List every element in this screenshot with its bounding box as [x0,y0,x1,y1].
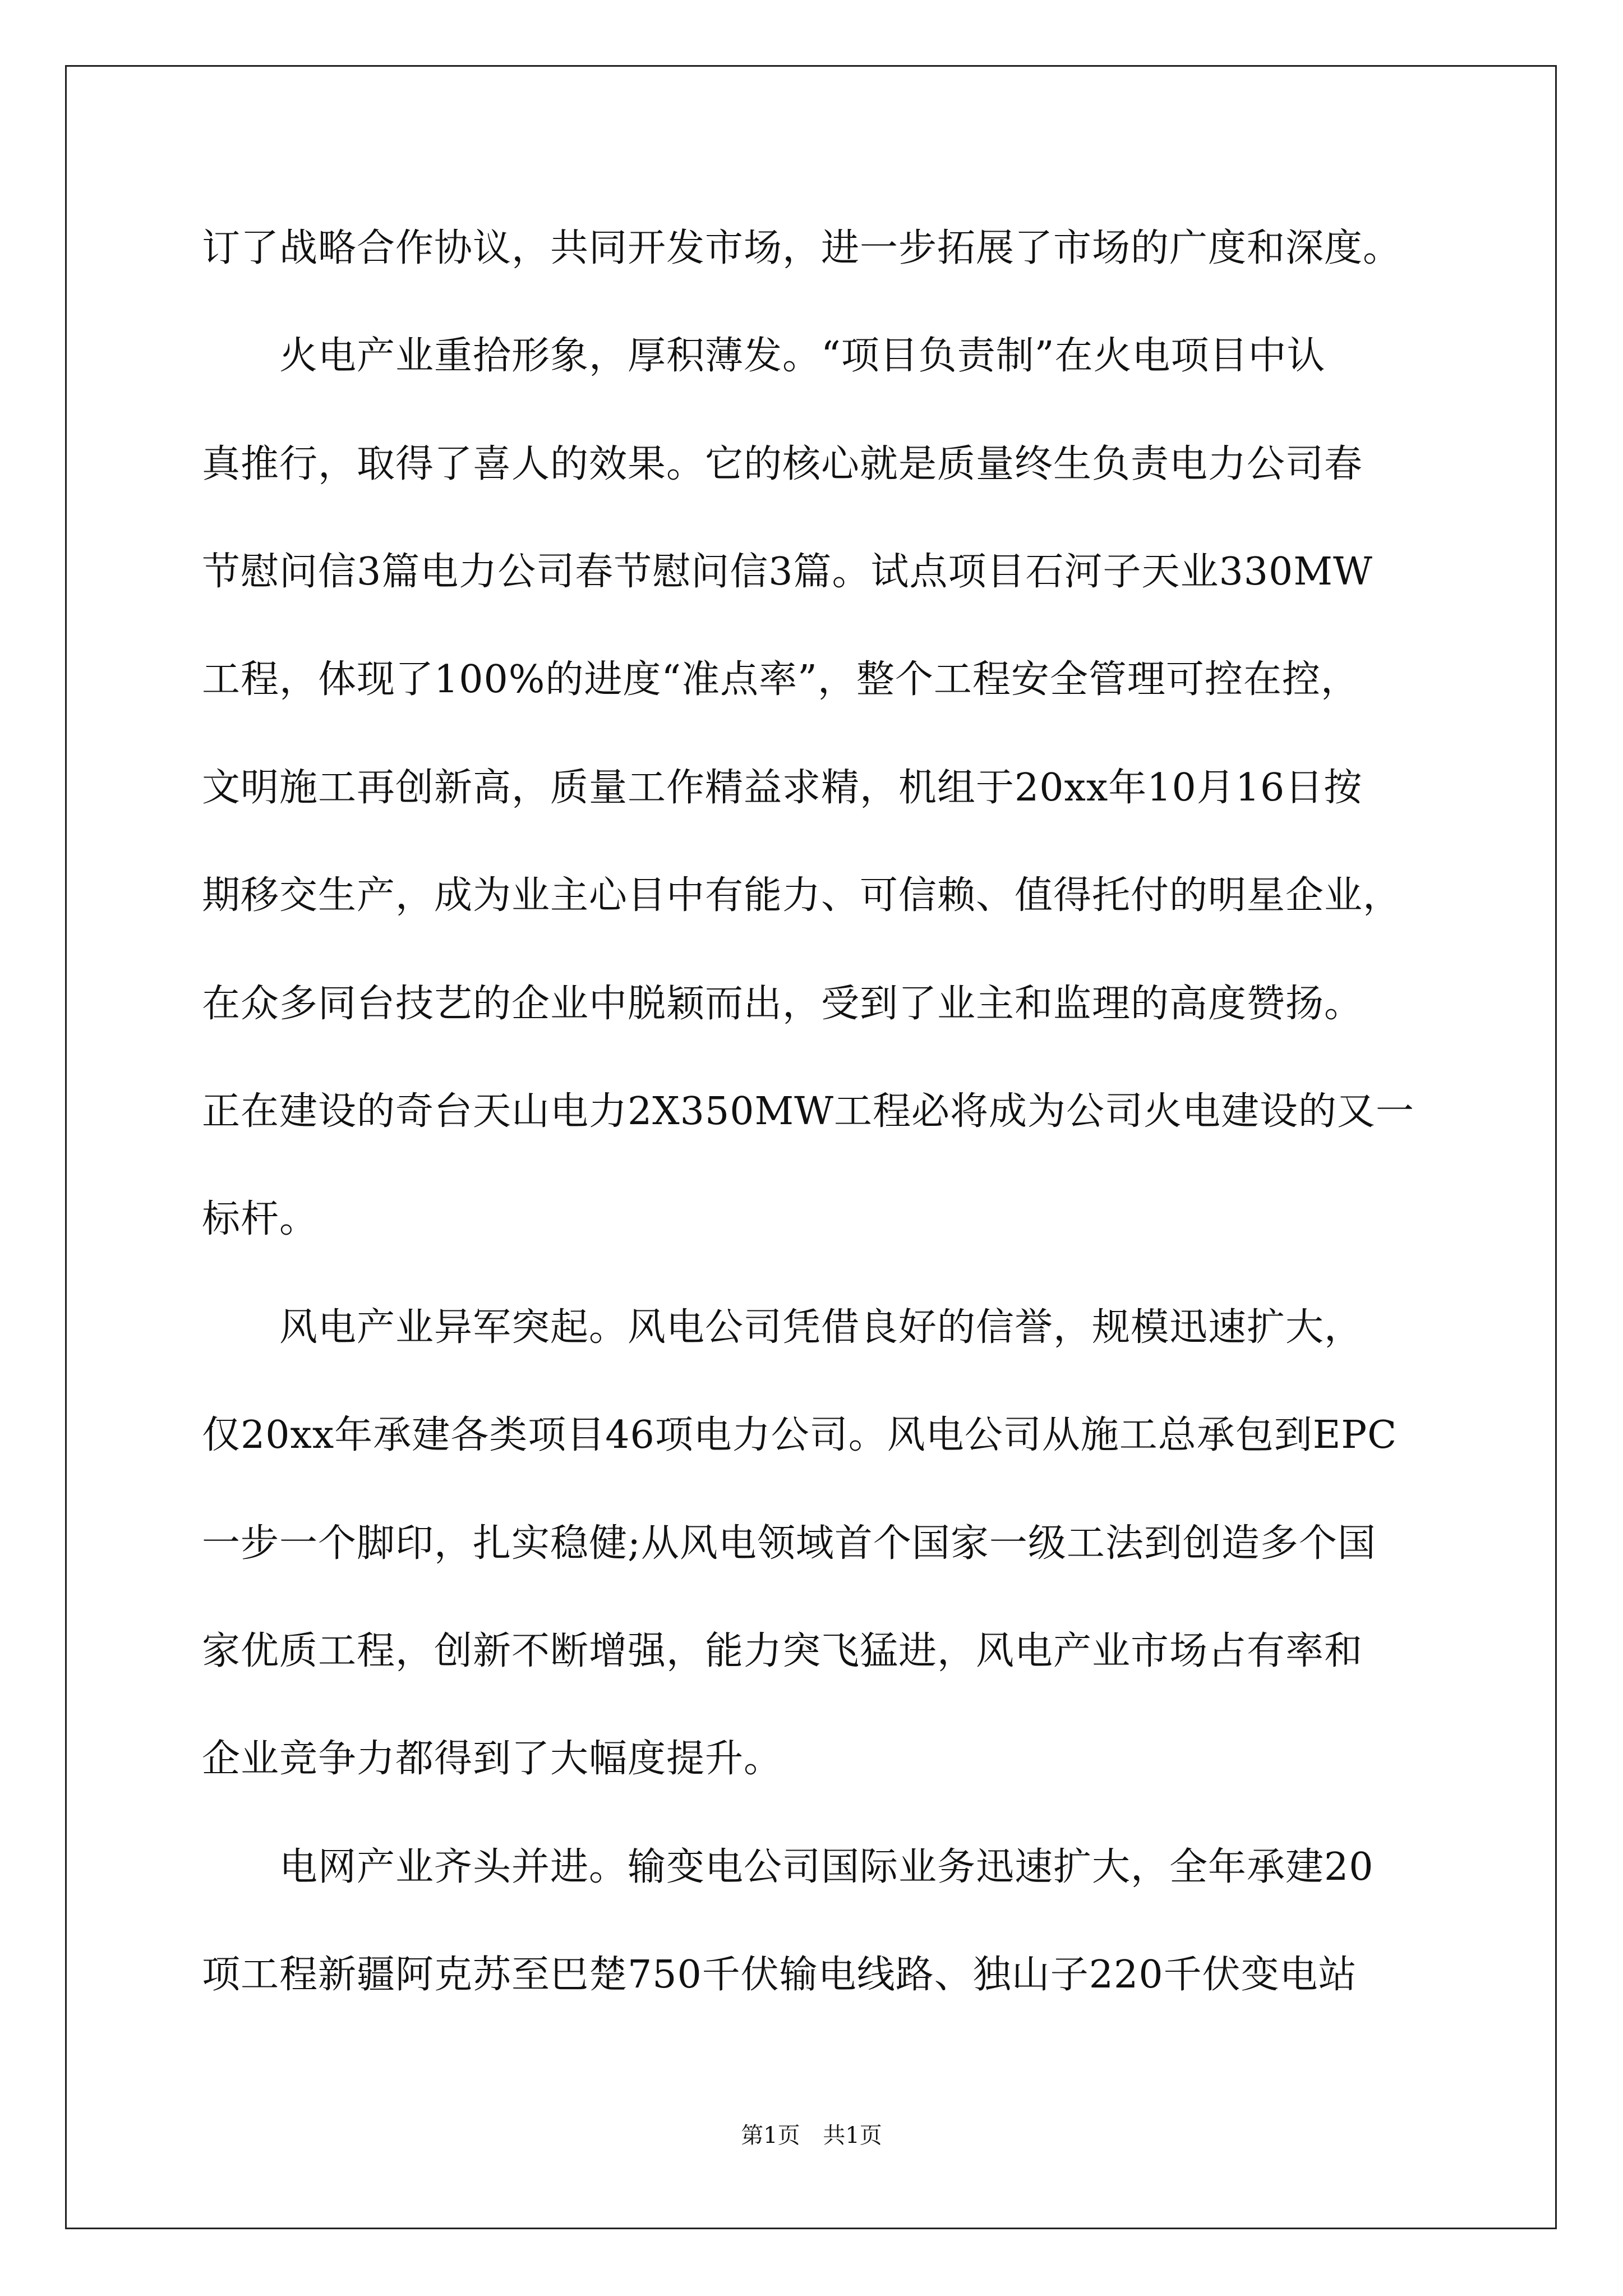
text-line: 仅20xx年承建各类项目46项电力公司。风电公司从施工总承包到EPC [202,1413,1398,1457]
text-line: 火电产业重拾形象，厚积薄发。“项目负责制”在火电项目中认 [202,334,1326,378]
page-frame [65,65,1557,2229]
text-line: 项工程新疆阿克苏至巴楚750千伏输电线路、独山子220千伏变电站 [202,1953,1357,1997]
text-line: 电网产业齐头并进。输变电公司国际业务迅速扩大，全年承建20 [202,1845,1374,1889]
text-line: 一步一个脚印，扎实稳健;从风电领域首个国家一级工法到创造多个国 [202,1521,1376,1566]
text-line: 家优质工程，创新不断增强，能力突飞猛进，风电产业市场占有率和 [202,1629,1363,1673]
text-line: 工程，体现了100%的进度“准点率”，整个工程安全管理可控在控， [202,657,1359,702]
text-line: 在众多同台技艺的企业中脱颖而出，受到了业主和监理的高度赞扬。 [202,982,1363,1026]
text-line: 正在建设的奇台天山电力2X350MW工程必将成为公司火电建设的又一 [202,1089,1414,1134]
text-line: 风电产业异军突起。风电公司凭借良好的信誉，规模迅速扩大， [202,1305,1363,1350]
text-line: 标杆。 [202,1197,319,1241]
text-line: 订了战略合作协议，共同开发市场，进一步拓展了市场的广度和深度。 [202,226,1402,270]
text-line: 文明施工再创新高，质量工作精益求精，机组于20xx年10月16日按 [202,766,1363,810]
page-footer [0,2122,1623,2150]
text-line: 企业竞争力都得到了大幅度提升。 [202,1737,783,1781]
text-line: 节慰问信3篇电力公司春节慰问信3篇。试点项目石河子天业330MW [202,550,1373,594]
text-line: 期移交生产，成为业主心目中有能力、可信赖、值得托付的明星企业， [202,873,1402,918]
page-total: 共1页 [823,2123,882,2148]
page-number: 第1页 [741,2123,800,2148]
text-line: 真推行，取得了喜人的效果。它的核心就是质量终生负责电力公司春 [202,442,1363,486]
